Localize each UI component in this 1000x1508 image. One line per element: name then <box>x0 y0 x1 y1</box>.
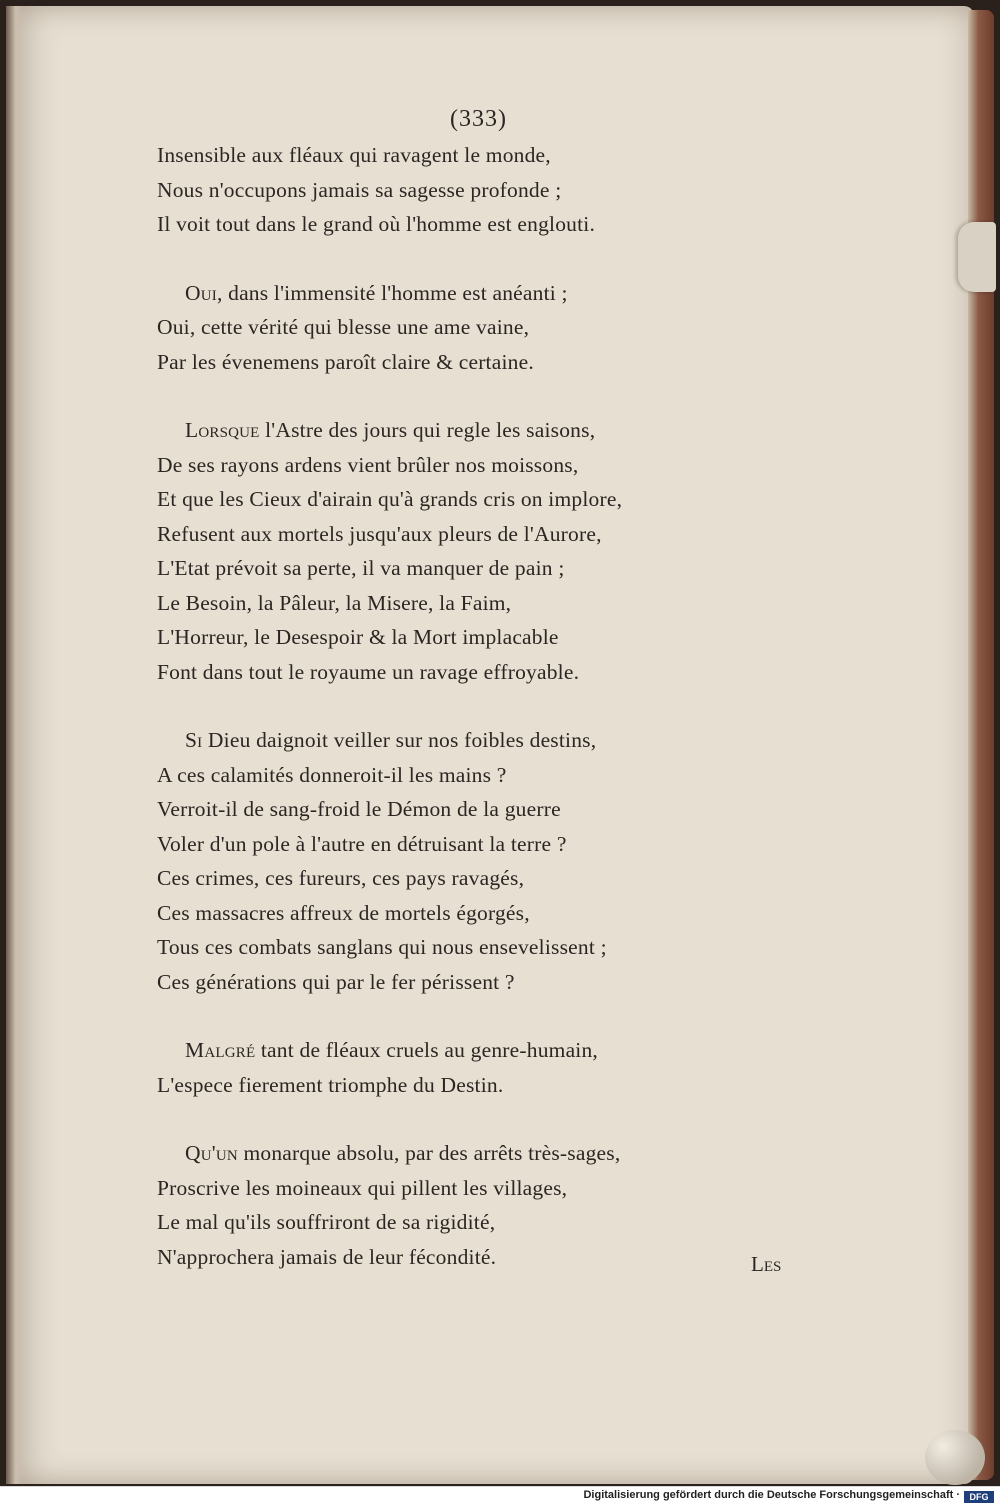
verse-line: Verroit-il de sang-froid le Démon de la guerre <box>157 797 561 821</box>
verse-line: Ces crimes, ces fureurs, ces pays ravagés, <box>157 866 525 890</box>
verse-line: Refusent aux mortels jusqu'aux pleurs de l'Aurore, <box>157 521 602 546</box>
verse-line: Insensible aux fléaux qui ravagent le monde, <box>157 143 551 167</box>
verse-line <box>157 413 777 448</box>
verse-line-text: , dans l'immensité l'homme est anéanti ; <box>216 280 568 305</box>
verse-line <box>157 1136 777 1171</box>
verse-line: Nous n'occupons jamais sa sagesse profonde ; <box>157 177 562 202</box>
page-corner-curl <box>925 1430 985 1485</box>
verse-line: Font dans tout le royaume un ravage effroyable. <box>157 659 580 684</box>
stanza-lead-word: Qu'un <box>185 1141 238 1165</box>
stanza-lead-word: Lorsque <box>185 418 260 442</box>
verse-line: Tous ces combats sanglans qui nous ensevelissent ; <box>157 935 607 959</box>
verse-line: L'Etat prévoit sa perte, il va manquer de pain ; <box>157 556 565 580</box>
stanza <box>157 276 777 380</box>
verse-line: Et que les Cieux d'airain qu'à grands cris on implore, <box>157 487 623 511</box>
digitization-footer <box>0 1486 1000 1508</box>
verse-line: L'Horreur, le Desespoir & la Mort implacable <box>157 625 559 649</box>
verse-line <box>157 1033 777 1068</box>
verse-line-text: l'Astre des jours qui regle les saisons, <box>259 418 596 442</box>
verse-line: Par les évenemens paroît claire & certaine. <box>157 349 534 374</box>
stanza <box>157 1136 777 1274</box>
verse-line <box>157 276 777 311</box>
verse-line: L'espece fierement triomphe du Destin. <box>157 1072 504 1097</box>
poem-text <box>157 138 777 1274</box>
verse-line: N'approchera jamais de leur fécondité. <box>157 1244 497 1269</box>
verse-line: Le Besoin, la Pâleur, la Misere, la Faim, <box>157 590 512 615</box>
page-gutter <box>6 6 22 1484</box>
verse-line-text: tant de fléaux cruels au genre-humain, <box>255 1038 599 1062</box>
verse-line: Oui, cette vérité qui blesse une ame vaine, <box>157 315 530 339</box>
verse-line: Il voit tout dans le grand où l'homme est englouti. <box>157 212 596 236</box>
verse-line: Ces massacres affreux de mortels égorgés, <box>157 900 530 925</box>
stanza <box>157 138 777 242</box>
dfg-logo: DFG <box>964 1491 994 1503</box>
catchword: Les <box>751 1252 782 1276</box>
page-number: (333) <box>450 106 507 132</box>
stanza <box>157 723 777 999</box>
verse-line: Ces générations qui par le fer périssent ? <box>157 969 515 994</box>
verse-line-text: Dieu daignoit veiller sur nos foibles destins, <box>202 728 597 752</box>
stanza-lead-word: Si <box>185 728 203 752</box>
stanza-lead-word: Oui <box>185 280 217 305</box>
footer-credit: Digitalisierung gefördert durch die Deutsche Forschungsgemeinschaft · <box>583 1489 960 1501</box>
stanza <box>157 413 777 689</box>
verse-line: A ces calamités donneroit-il les mains ? <box>157 762 507 787</box>
verse-line: De ses rayons ardens vient brûler nos moissons, <box>157 452 579 477</box>
stanza <box>157 1033 777 1102</box>
stanza-lead-word: Malgré <box>185 1038 256 1062</box>
verse-line: Proscrive les moineaux qui pillent les villages, <box>157 1175 568 1200</box>
verse-line: Le mal qu'ils souffriront de sa rigidité, <box>157 1210 496 1234</box>
verse-line-text: monarque absolu, par des arrêts très-sages, <box>237 1141 621 1165</box>
page-marker-tab <box>958 222 996 292</box>
verse-line <box>157 723 777 758</box>
verse-line: Voler d'un pole à l'autre en détruisant la terre ? <box>157 831 567 856</box>
